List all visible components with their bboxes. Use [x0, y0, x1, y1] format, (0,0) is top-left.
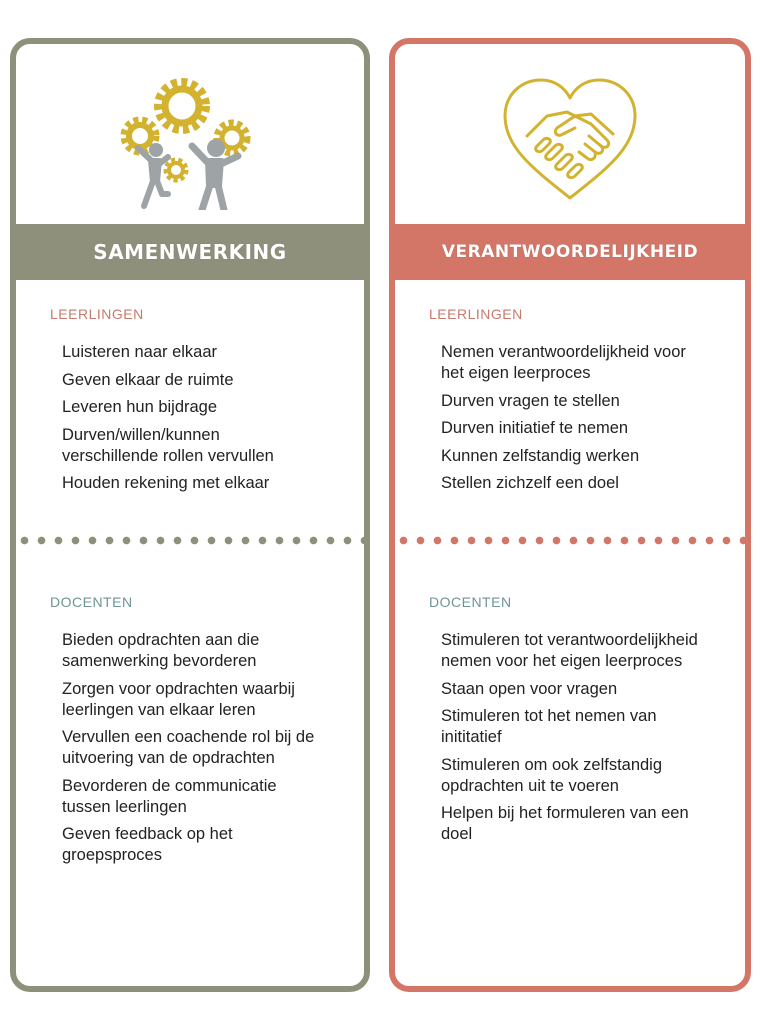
list-item: Vervullen een coachende rol bij de uitvoering van de opdrachten	[62, 728, 315, 767]
leerlingen-list	[441, 342, 729, 501]
dotted-divider	[16, 536, 364, 545]
list-item: Stimuleren om ook zelfstandig opdrachten uit te voeren	[441, 755, 663, 795]
list-item: Zorgen voor opdrachten waarbij leerlingen van elkaar leren	[62, 679, 295, 719]
card-title-banner: SAMENWERKING	[16, 224, 364, 280]
leerlingen-label: LEERLINGEN	[429, 306, 523, 322]
list-item: Durven/willen/kunnen verschillende rollen vervullen	[62, 425, 274, 465]
docenten-list	[62, 630, 348, 873]
leerlingen-label: LEERLINGEN	[50, 306, 144, 322]
verantwoordelijkheid-card	[389, 38, 751, 992]
icon-area	[16, 44, 364, 224]
list-item: Stellen zichzelf een doel	[441, 474, 619, 492]
leerlingen-list	[62, 342, 348, 501]
list-item: Stimuleren tot verantwoordelijkheid nemen voor het eigen leerproces	[441, 631, 698, 670]
list-item: Stimuleren tot het nemen van inititatief	[441, 707, 657, 746]
list-item: Nemen verantwoordelijkheid voor het eigen leerproces	[441, 343, 686, 382]
list-item: Geven elkaar de ruimte	[62, 370, 234, 389]
list-item: Houden rekening met elkaar	[62, 474, 270, 492]
list-item: Staan open voor vragen	[441, 679, 618, 698]
list-item: Bevorderen de communicatie tussen leerlingen	[62, 776, 277, 816]
dotted-divider	[395, 536, 745, 545]
docenten-label: DOCENTEN	[50, 594, 133, 610]
docenten-list	[441, 630, 729, 852]
list-item: Durven vragen te stellen	[441, 391, 620, 410]
docenten-label: DOCENTEN	[429, 594, 512, 610]
list-item: Geven feedback op het groepsproces	[62, 825, 233, 864]
samenwerking-card	[10, 38, 370, 992]
gears-teamwork-icon	[110, 60, 270, 210]
card-title-banner: VERANTWOORDELIJKHEID	[395, 224, 745, 280]
icon-area	[395, 44, 745, 224]
list-item: Luisteren naar elkaar	[62, 343, 218, 361]
list-item: Bieden opdrachten aan die samenwerking bevorderen	[62, 631, 260, 670]
list-item: Helpen bij het formuleren van een doel	[441, 804, 689, 843]
heart-handshake-icon	[495, 70, 645, 210]
list-item: Kunnen zelfstandig werken	[441, 446, 640, 465]
list-item: Leveren hun bijdrage	[62, 398, 218, 416]
list-item: Durven initiatief te nemen	[441, 419, 629, 437]
